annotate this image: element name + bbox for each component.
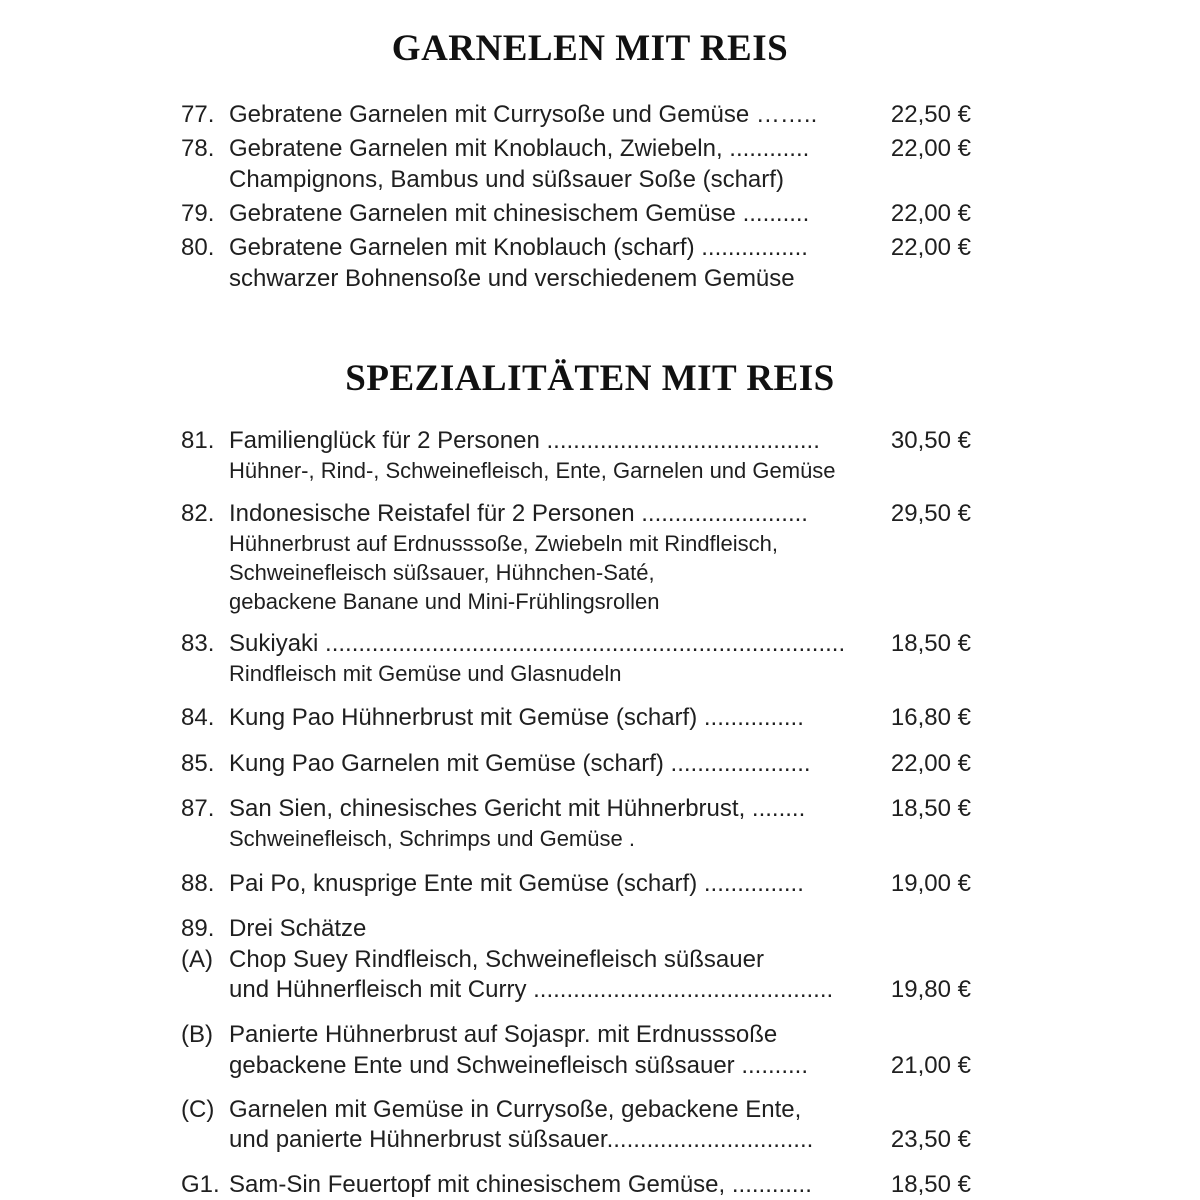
item-number: 85. bbox=[181, 750, 215, 777]
menu-item bbox=[181, 1020, 971, 1050]
menu-item bbox=[181, 794, 971, 824]
menu-item bbox=[181, 1095, 971, 1125]
item-price: 23,50 € bbox=[890, 1126, 971, 1153]
item-number: 89. bbox=[181, 915, 215, 942]
item-price: 18,50 € bbox=[890, 630, 971, 657]
menu-item bbox=[181, 945, 971, 975]
item-description bbox=[181, 824, 971, 854]
item-price: 18,50 € bbox=[890, 1171, 971, 1198]
item-number: (C) bbox=[181, 1096, 215, 1123]
item-description-text: Hühnerbrust auf Erdnusssoße, Zwiebeln mit Rindfleisch, bbox=[229, 531, 779, 556]
item-price: 22,50 € bbox=[890, 101, 971, 128]
item-name-continued: gebackene Ente und Schweinefleisch süßsauer .......... bbox=[229, 1052, 808, 1079]
menu-item bbox=[181, 1170, 971, 1200]
item-price: 29,50 € bbox=[890, 500, 971, 527]
item-price: 19,00 € bbox=[890, 870, 971, 897]
item-name-continued: und panierte Hühnerbrust süßsauer............................... bbox=[229, 1126, 814, 1153]
item-description bbox=[181, 165, 971, 195]
item-description-text: Rindfleisch mit Gemüse und Glasnudeln bbox=[229, 661, 622, 686]
menu-item-continuation bbox=[181, 1051, 971, 1081]
menu-item bbox=[181, 914, 971, 944]
item-number: G1. bbox=[181, 1171, 220, 1198]
item-price: 16,80 € bbox=[890, 704, 971, 731]
item-name: Garnelen mit Gemüse in Currysoße, gebackene Ente, bbox=[229, 1096, 802, 1123]
item-number: 88. bbox=[181, 870, 215, 897]
item-name: Sam-Sin Feuertopf mit chinesischem Gemüse, ............ bbox=[229, 1171, 812, 1198]
item-name: Kung Pao Garnelen mit Gemüse (scharf) ..................... bbox=[229, 750, 811, 777]
item-price: 22,00 € bbox=[890, 135, 971, 162]
item-description-text: Champignons, Bambus und süßsauer Soße (scharf) bbox=[229, 166, 784, 193]
item-name: Gebratene Garnelen mit Knoblauch, Zwiebeln, ............ bbox=[229, 135, 810, 162]
item-name: Panierte Hühnerbrust auf Sojaspr. mit Erdnusssoße bbox=[229, 1021, 778, 1048]
menu-item-continuation bbox=[181, 1125, 971, 1155]
menu-item bbox=[181, 134, 971, 164]
item-price: 19,80 € bbox=[890, 976, 971, 1003]
item-name: Indonesische Reistafel für 2 Personen ......................... bbox=[229, 500, 808, 527]
item-number: 82. bbox=[181, 500, 215, 527]
item-number: 80. bbox=[181, 234, 215, 261]
section-title: GARNELEN MIT REIS bbox=[391, 28, 789, 69]
section-title: SPEZIALITÄTEN MIT REIS bbox=[345, 358, 835, 399]
item-name: Sukiyaki .............................................................................. bbox=[229, 630, 846, 657]
item-name: Gebratene Garnelen mit Knoblauch (scharf) ................ bbox=[229, 234, 808, 261]
item-number: (B) bbox=[181, 1021, 213, 1048]
item-number: 81. bbox=[181, 427, 215, 454]
menu-item bbox=[181, 869, 971, 899]
item-name: Chop Suey Rindfleisch, Schweinefleisch süßsauer bbox=[229, 946, 764, 973]
item-price: 22,00 € bbox=[890, 750, 971, 777]
item-name: Kung Pao Hühnerbrust mit Gemüse (scharf) ............... bbox=[229, 704, 804, 731]
menu-item bbox=[181, 233, 971, 263]
menu-item bbox=[181, 703, 971, 733]
item-name: Gebratene Garnelen mit Currysoße und Gemüse …….. bbox=[229, 101, 818, 128]
item-description-text: schwarzer Bohnensoße und verschiedenem Gemüse bbox=[229, 265, 795, 292]
item-name: Familienglück für 2 Personen ......................................... bbox=[229, 427, 820, 454]
item-price: 30,50 € bbox=[890, 427, 971, 454]
item-description bbox=[181, 587, 971, 617]
menu-item bbox=[181, 749, 971, 779]
item-description bbox=[181, 659, 971, 689]
menu-item-continuation bbox=[181, 975, 971, 1005]
item-price: 18,50 € bbox=[890, 795, 971, 822]
item-price: 22,00 € bbox=[890, 234, 971, 261]
menu-item bbox=[181, 499, 971, 529]
item-number: 79. bbox=[181, 200, 215, 227]
item-description bbox=[181, 456, 971, 486]
item-description bbox=[181, 264, 971, 294]
menu-item bbox=[181, 199, 971, 229]
item-number: 84. bbox=[181, 704, 215, 731]
item-number: (A) bbox=[181, 946, 213, 973]
menu-item bbox=[181, 426, 971, 456]
item-name: Drei Schätze bbox=[229, 915, 367, 942]
item-description-text: Hühner-, Rind-, Schweinefleisch, Ente, Garnelen und Gemüse bbox=[229, 458, 836, 483]
menu-item bbox=[181, 629, 971, 659]
item-description bbox=[181, 558, 971, 588]
item-price: 22,00 € bbox=[890, 200, 971, 227]
item-description-text: Schweinefleisch süßsauer, Hühnchen-Saté, bbox=[229, 560, 655, 585]
item-name: Gebratene Garnelen mit chinesischem Gemüse .......... bbox=[229, 200, 810, 227]
item-description-text: Schweinefleisch, Schrimps und Gemüse . bbox=[229, 826, 635, 851]
item-name: Pai Po, knusprige Ente mit Gemüse (scharf) ............... bbox=[229, 870, 804, 897]
item-price: 21,00 € bbox=[890, 1052, 971, 1079]
item-number: 83. bbox=[181, 630, 215, 657]
item-name: San Sien, chinesisches Gericht mit Hühnerbrust, ........ bbox=[229, 795, 806, 822]
item-number: 78. bbox=[181, 135, 215, 162]
item-description-text: gebackene Banane und Mini-Frühlingsrollen bbox=[229, 589, 660, 614]
menu-item bbox=[181, 100, 971, 130]
item-number: 77. bbox=[181, 101, 215, 128]
item-name-continued: und Hühnerfleisch mit Curry ............................................. bbox=[229, 976, 834, 1003]
item-number: 87. bbox=[181, 795, 215, 822]
item-description bbox=[181, 529, 971, 559]
